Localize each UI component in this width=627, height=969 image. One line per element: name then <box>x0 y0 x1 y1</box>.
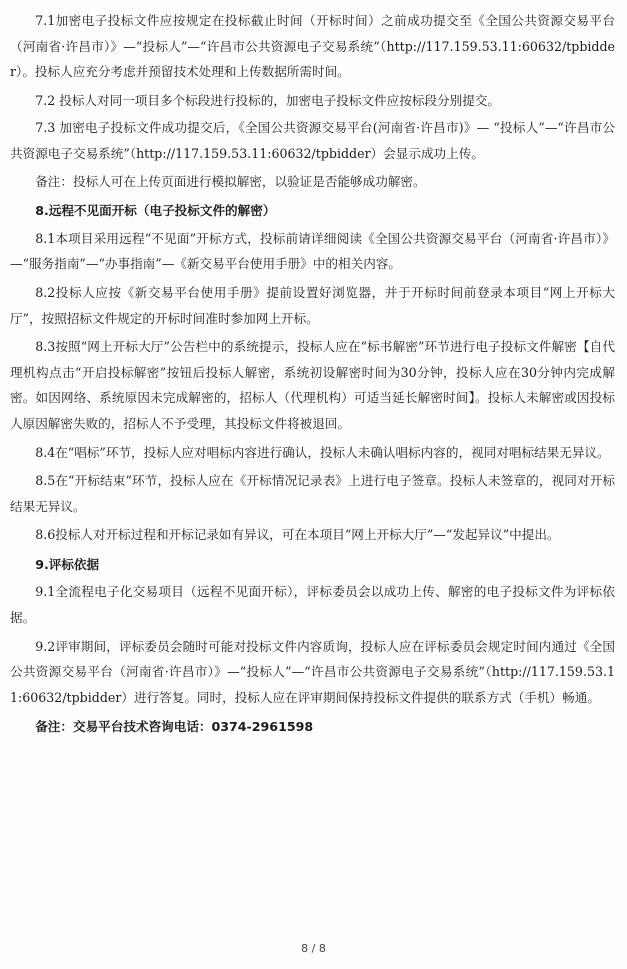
section-heading-8: 8.远程不见面开标（电子投标文件的解密） <box>35 203 276 219</box>
paragraph-8-4: 8.4在“唱标”环节，投标人应对唱标内容进行确认，投标人未确认唱标内容的，视同对唱标结果无异议。 <box>35 444 610 460</box>
paragraph-8-5: 8.5在“开标结束”环节，投标人应在《开标情况记录表》上进行电子签章。投标人未签章的，视同对开标结果无异议。 <box>10 473 615 514</box>
page-number: 8 / 8 <box>301 942 326 955</box>
paragraph-7-3: 7.3 加密电子投标文件成功提交后，《全国公共资源交易平台(河南省·许昌市)》— “投标人”—“许昌市公共资源电子交易系统”（http://117.159.53.11:60632/tpbidder）会显示成功上传。 <box>10 120 615 161</box>
paragraph-8-2: 8.2投标人应按《新交易平台使用手册》提前设置好浏览器，并于开标时间前登录本项目“网上开标大厅”，按照招标文件规定的开标时间准时参加网上开标。 <box>10 284 615 326</box>
paragraph-9-1: 9.1全流程电子化交易项目（远程不见面开标），评标委员会以成功上传、解密的电子投标文件为评标依据。 <box>10 584 615 626</box>
document-body <box>10 8 615 740</box>
tech-support-note: 备注：交易平台技术咨询电话：0374-2961598 <box>35 719 314 735</box>
paragraph-8-1: 8.1本项目采用远程“不见面”开标方式，投标前请详细阅读《全国公共资源交易平台（河南省·许昌市）》—“服务指南”—“办事指南”—《新交易平台使用手册》中的相关内容。 <box>10 230 615 272</box>
section-heading-9: 9.评标依据 <box>35 556 100 572</box>
paragraph-9-2: 9.2评审期间，评标委员会随时可能对投标文件内容质询，投标人应在评标委员会规定时间内通过《全国公共资源交易平台（河南省·许昌市）》—“投标人”—“许昌市公共资源电子交易系统”（http://117.159.53.11:60632/tpbidder）进行答复。同时，投标人应在评审期间保持投标文件提供的联系方式（手机）畅通。 <box>10 638 615 705</box>
paragraph-8-3: 8.3按照“网上开标大厅”公告栏中的系统提示，投标人应在“标书解密”环节进行电子投标文件解密【自代理机构点击“开启投标解密”按钮后投标人解密，系统初设解密时间为30分钟，投标人应在30分钟内完成解密。如因网络、系统原因未完成解密的，招标人（代理机构）可适当延长解密时间】。投标人未解密或因投标人原因解密失败的，招标人不予受理，其投标文件将被退回。 <box>10 339 615 431</box>
paragraph-7-2: 7.2 投标人对同一项目多个标段进行投标的，加密电子投标文件应按标段分别提交。 <box>35 92 501 108</box>
paragraph-7-note: 备注：投标人可在上传页面进行模拟解密，以验证是否能够成功解密。 <box>35 173 426 189</box>
paragraph-8-6: 8.6投标人对开标过程和开标记录如有异议，可在本项目“网上开标大厅”—“发起异议”中提出。 <box>35 527 560 543</box>
paragraph-7-1: 7.1加密电子投标文件应按规定在投标截止时间（开标时间）之前成功提交至《全国公共资源交易平台（河南省·许昌市）》—“投标人”—“许昌市公共资源电子交易系统”（http://117.159.53.11:60632/tpbidder）。投标人应充分考虑并预留技术处理和上传数据所需时间。 <box>10 13 615 80</box>
